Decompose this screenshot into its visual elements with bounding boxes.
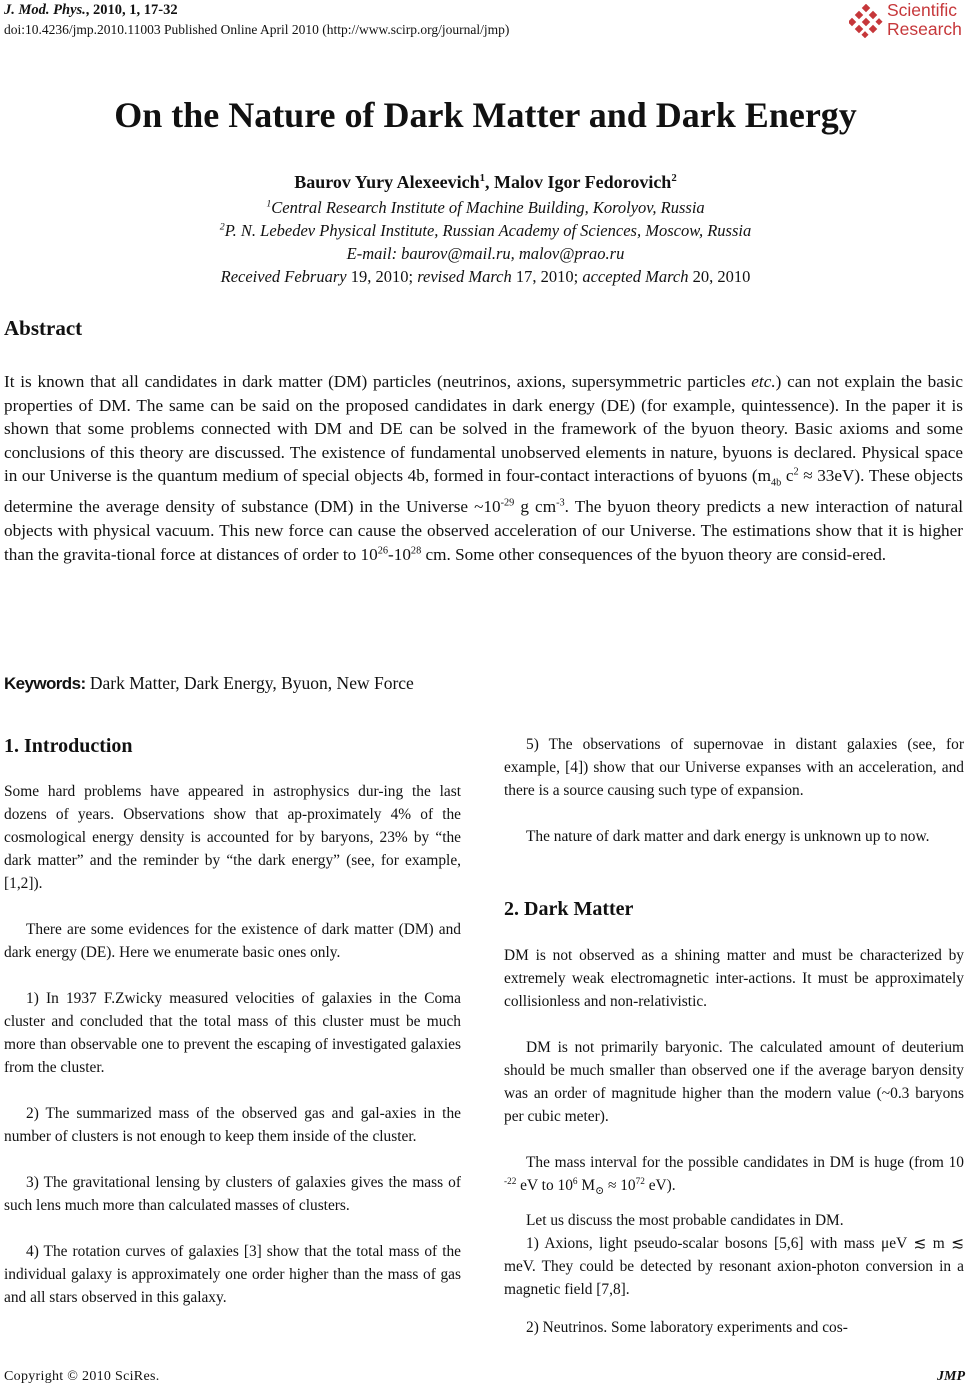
email-label: E-mail bbox=[346, 244, 392, 263]
revised-day: 17, 2010; bbox=[511, 267, 583, 286]
abstract-sup: 2 bbox=[793, 466, 799, 478]
abstract-sup: -29 bbox=[500, 497, 515, 509]
affiliation-2-sup: 2 bbox=[219, 221, 225, 233]
dm-paragraph-5: 1) Axions, light pseudo-scalar bosons [5,6] with mass μeV ≲ m ≲ meV. They could be detected by resonant axion-photon conversion in a magnetic field [7,8]. bbox=[504, 1235, 964, 1298]
dm-text: eV to 10 bbox=[516, 1177, 573, 1194]
logo-line-1: Scientific bbox=[887, 0, 958, 20]
abstract-text: ≈ 33eV). These objects determine the average density of substance (DM) in the Universe ~10 bbox=[4, 466, 963, 517]
affiliation-2-text: P. N. Lebedev Physical Institute, Russian Academy of Sciences, Moscow, Russia bbox=[224, 221, 752, 240]
dm-text: M bbox=[577, 1177, 596, 1194]
intro-paragraph-7: 5) The observations of supernovae in distant galaxies (see, for example, [4]) show that our Universe expanses with an acceleration, and there is a source causing such type of expansion. bbox=[504, 736, 964, 799]
abstract-text: c bbox=[781, 466, 794, 486]
logo-line-2: Research bbox=[887, 19, 962, 39]
intro-paragraph-1: Some hard problems have appeared in astrophysics dur-ing the last dozens of years. Observations show that ap-proximately 4% of the cosmological energy density is accounted for by baryons, 23% by “the dark matter” and the reminder by “the dark energy” (see, for example, [1,2]). bbox=[4, 783, 461, 892]
intro-paragraph-6: 4) The rotation curves of galaxies [3] show that the total mass of the individual galaxy is approximately one order higher than the mass of gas and all stars observed in this galaxy. bbox=[4, 1243, 461, 1306]
abstract-sup: 26 bbox=[377, 544, 388, 556]
dm-paragraph-6: 2) Neutrinos. Some laboratory experiments and cos- bbox=[526, 1319, 848, 1336]
paper-title: On the Nature of Dark Matter and Dark Energy bbox=[114, 95, 857, 135]
dm-text: eV). bbox=[644, 1177, 676, 1194]
dm-text: The mass interval for the possible candidates in DM is huge (from 10 bbox=[526, 1154, 964, 1171]
doi-line: doi:10.4236/jmp.2010.11003 Published Online April 2010 (http://www.scirp.org/journal/jmp) bbox=[4, 22, 510, 37]
abstract-sup: 28 bbox=[410, 544, 422, 556]
author-1-sup: 1 bbox=[479, 172, 485, 184]
abstract-text: . The byuon theory predicts a new interaction of natural objects with physical vacuum. This new force can cause the observed acceleration of our Universe. The estimations show that it is higher than the gravita-tional force at distances of order to 10 bbox=[4, 497, 963, 564]
dm-paragraph-2: DM is not primarily baryonic. The calculated amount of deuterium should be much smaller than observed one if the average baryon density was an order of magnitude higher than the modern value (~0.3 baryons per cubic meter). bbox=[504, 1039, 964, 1125]
abstract-text: It is known that all candidates in dark matter (DM) particles (neutrinos, axions, supersymmetric particles bbox=[4, 372, 752, 391]
intro-paragraph-2: There are some evidences for the existence of dark matter (DM) and dark energy (DE). Here we enumerate basic ones only. bbox=[4, 921, 461, 961]
abstract-text: ) can not explain the basic properties of DM. The same can be said on the proposed candidates in dark energy (DE) (for example, quintessence). In the paper it is shown that some problems connected with DM and DE can be solved in the framework of the byuon theory. Basic axioms and some conclusions of this theory are discussed. The existence of fundamental unobserved elements in nature, byuons is declared. Physical space in our Universe is the quantum medium of special objects 4b, formed in four-contact interactions of byuons (m bbox=[4, 372, 963, 486]
keywords-text: Dark Matter, Dark Energy, Byuon, New Force bbox=[85, 673, 414, 693]
journal-citation bbox=[4, 2, 178, 19]
abstract-sup: -3 bbox=[556, 497, 565, 509]
section-1-heading: 1. Introduction bbox=[4, 735, 133, 757]
scirp-logo-icon bbox=[849, 4, 883, 38]
footer-copyright: Copyright © 2010 SciRes. bbox=[4, 1369, 160, 1384]
abstract-text: cm. Some other consequences of the byuon theory are consid-ered. bbox=[421, 544, 887, 564]
author-2-sup: 2 bbox=[671, 172, 677, 184]
journal-name: J. Mod. Phys. bbox=[4, 2, 86, 18]
received-day: 19, 2010; bbox=[346, 267, 418, 286]
affiliation-1-sup: 1 bbox=[266, 198, 272, 210]
author-list bbox=[0, 172, 971, 193]
accepted-label: accepted March bbox=[582, 267, 689, 286]
abstract-sub: 4b bbox=[770, 477, 782, 489]
dm-paragraph-4: Let us discuss the most probable candidates in DM. bbox=[526, 1212, 844, 1229]
email-line bbox=[0, 244, 971, 264]
affiliation-1 bbox=[0, 198, 971, 218]
author-1: Baurov Yury Alexeevich bbox=[294, 172, 480, 192]
abstract-text: g cm bbox=[514, 497, 557, 517]
author-2: Malov Igor Fedorovich bbox=[494, 172, 672, 192]
section-2-heading: 2. Dark Matter bbox=[504, 898, 634, 920]
intro-paragraph-4: 2) The summarized mass of the observed gas and gal-axies in the number of clusters is not enough to keep them inside of the cluster. bbox=[4, 1105, 461, 1145]
affiliation-1-text: Central Research Institute of Machine Building, Korolyov, Russia bbox=[271, 198, 705, 217]
abstract-text: -10 bbox=[388, 544, 411, 564]
dm-paragraph-1: DM is not observed as a shining matter and must be characterized by extremely weak electromagnetic inter-actions. It must be approximately collisionless and non-relativistic. bbox=[504, 947, 964, 1010]
received-line bbox=[0, 267, 971, 287]
abstract-body bbox=[4, 370, 963, 566]
dm-sup: -22 bbox=[504, 1175, 517, 1186]
affiliation-2 bbox=[0, 221, 971, 241]
dm-sup: 72 bbox=[635, 1175, 645, 1186]
dm-paragraph-3 bbox=[504, 1151, 964, 1203]
abstract-etc: etc. bbox=[751, 372, 776, 391]
revised-label: revised March bbox=[417, 267, 512, 286]
intro-paragraph-3: 1) In 1937 F.Zwicky measured velocities of galaxies in the Coma cluster and concluded that the total mass of this cluster must be much more than observable one to prevent the escaping of investigated galaxies from the cluster. bbox=[4, 990, 461, 1076]
publisher-logo bbox=[849, 2, 969, 42]
dm-text: ≈ 10 bbox=[604, 1177, 636, 1194]
sun-symbol: ⊙ bbox=[595, 1185, 605, 1198]
email-addresses: : baurov@mail.ru, malov@prao.ru bbox=[391, 244, 625, 263]
journal-volume: , 2010, 1, 17-32 bbox=[85, 2, 178, 18]
footer-journal: JMP bbox=[937, 1369, 965, 1384]
author-separator: , bbox=[485, 172, 494, 192]
keywords-line bbox=[4, 673, 414, 694]
abstract-heading: Abstract bbox=[4, 316, 83, 340]
intro-paragraph-8: The nature of dark matter and dark energy is unknown up to now. bbox=[526, 828, 930, 845]
accepted-day: 20, 2010 bbox=[688, 267, 751, 286]
intro-paragraph-5: 3) The gravitational lensing by clusters of galaxies gives the mass of such lens much more than calculated masses of clusters. bbox=[4, 1174, 461, 1214]
dm-sup: 6 bbox=[572, 1175, 578, 1186]
keywords-label: Keywords: bbox=[4, 674, 86, 693]
received-label: Received February bbox=[220, 267, 347, 286]
logo-wordmark bbox=[887, 1, 962, 39]
